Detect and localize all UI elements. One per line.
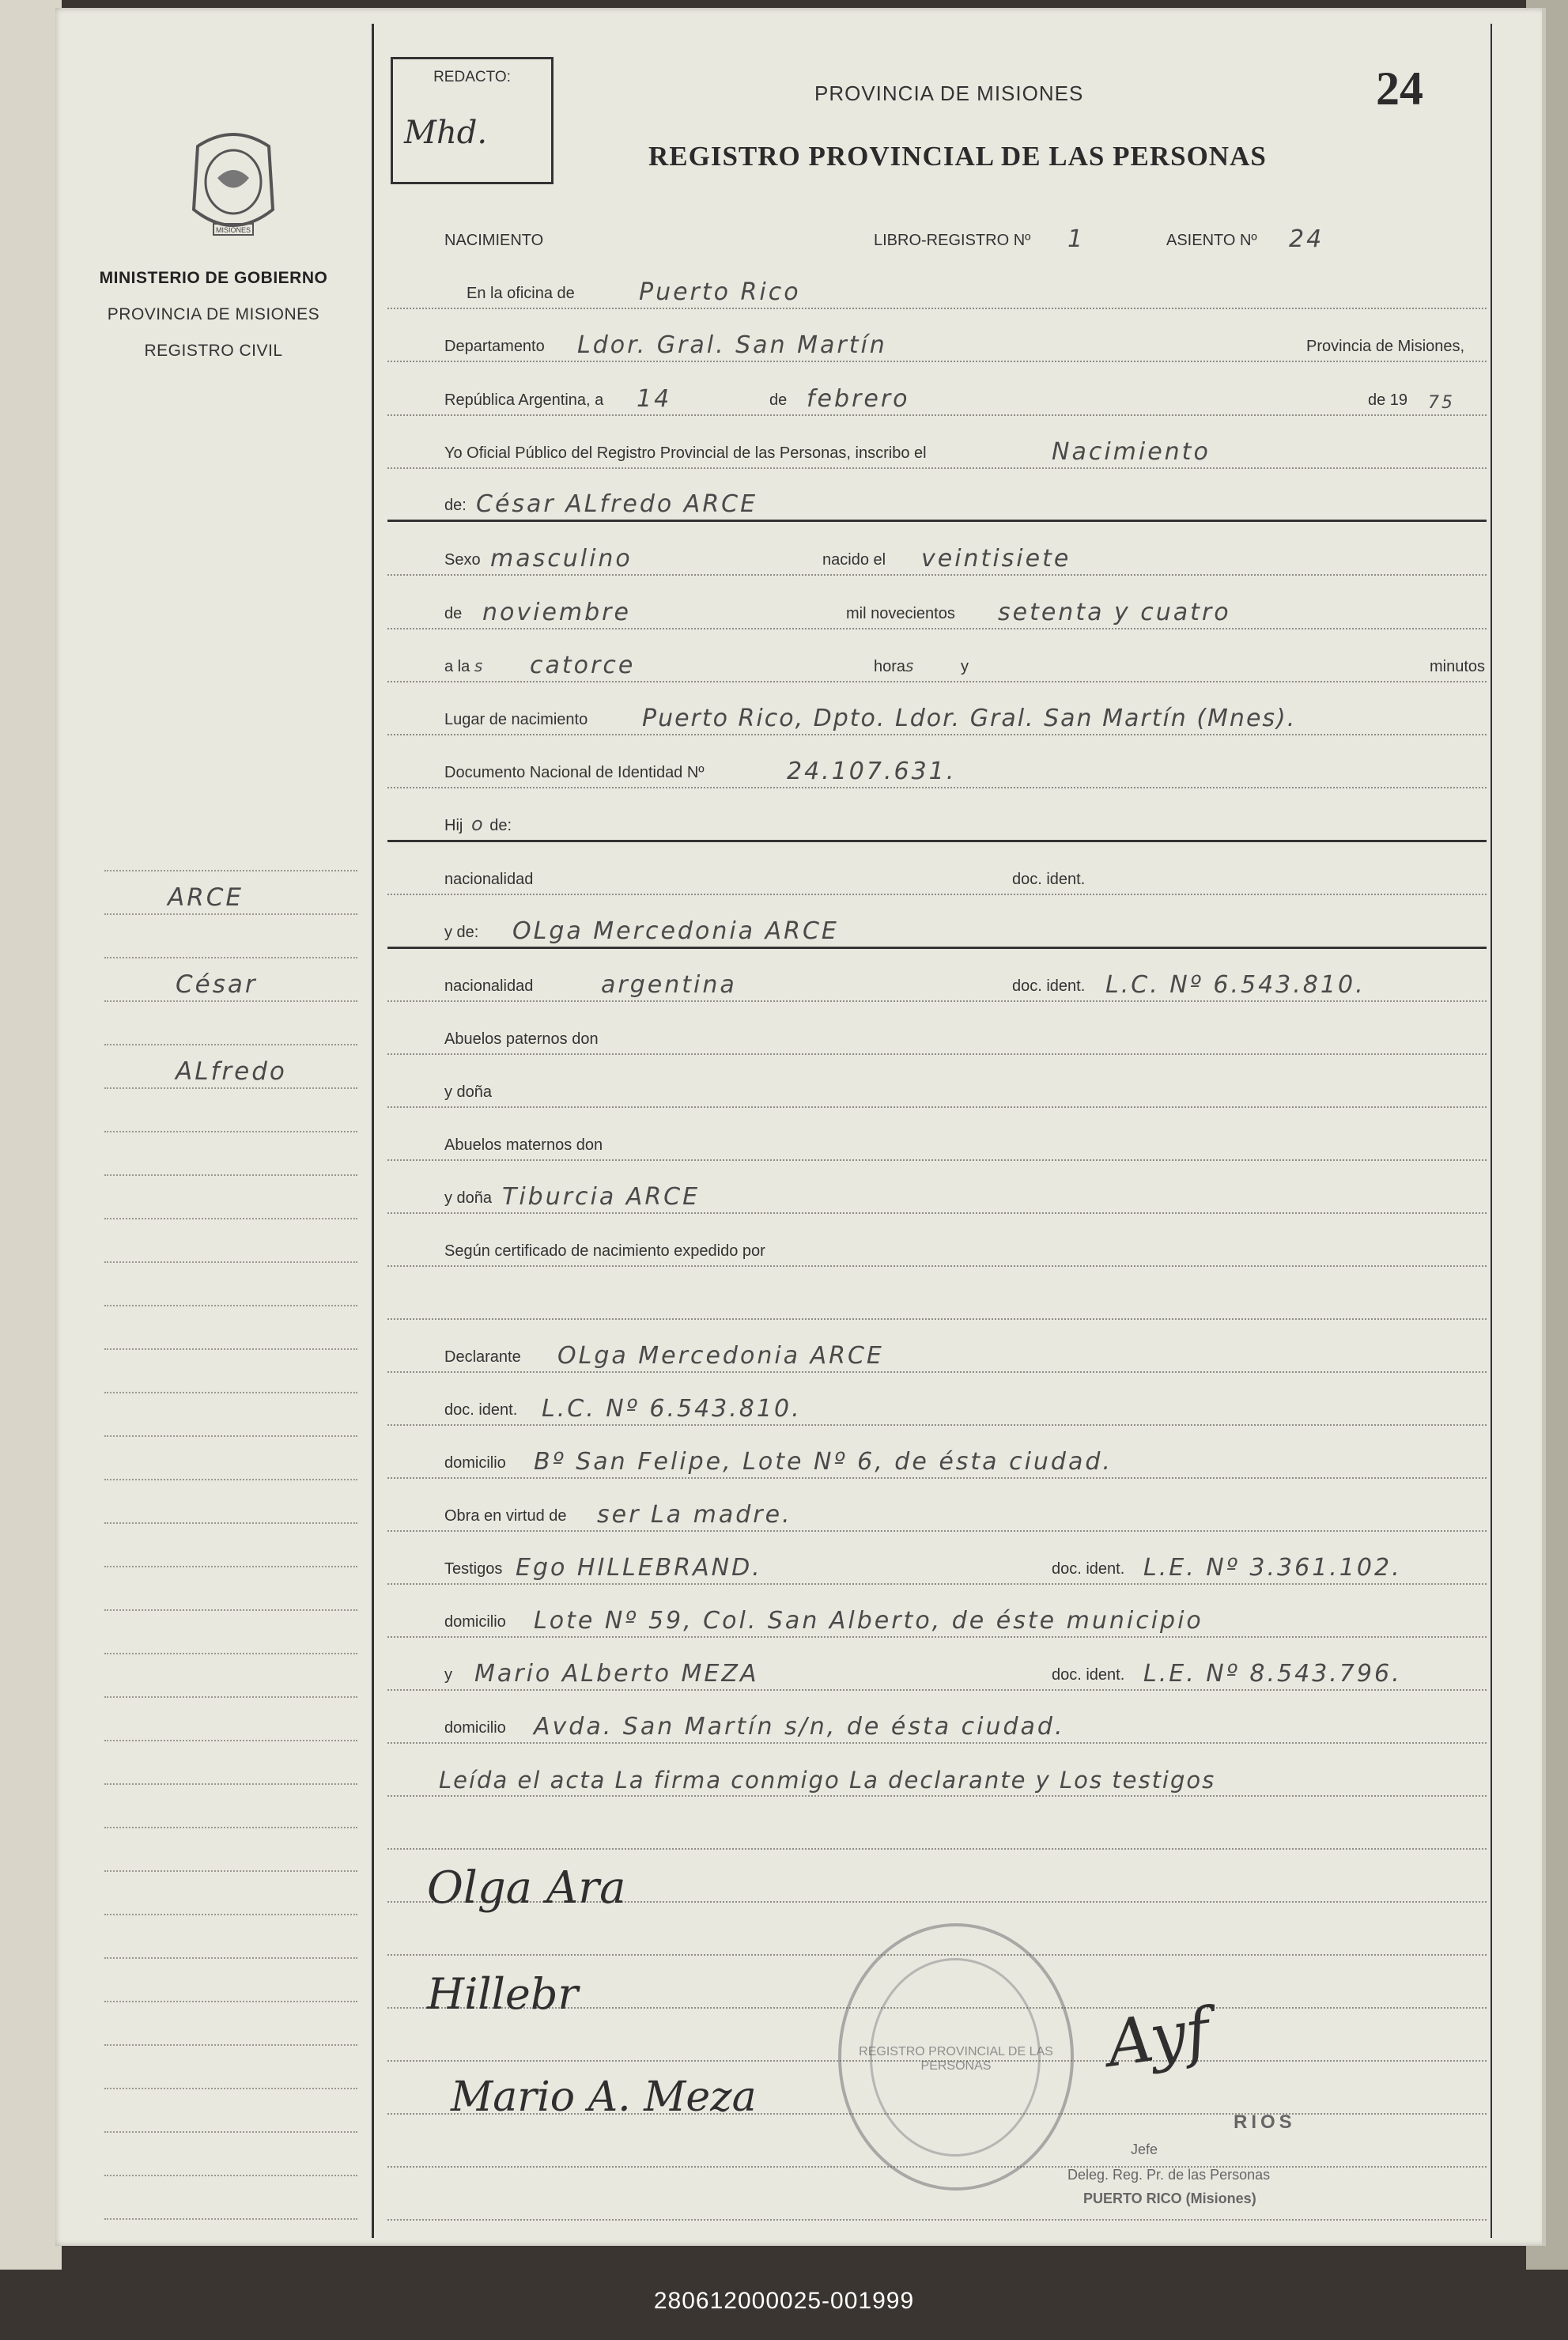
margin-line — [104, 1609, 357, 1611]
mil-label: mil novecientos — [846, 605, 955, 622]
official-seal — [838, 1923, 1074, 2191]
declarante-doc-label: doc. ident. — [444, 1401, 518, 1419]
page-title: REGISTRO PROVINCIAL DE LAS PERSONAS — [648, 141, 1267, 172]
margin-line — [104, 1566, 357, 1567]
row-dni — [387, 752, 1487, 788]
margin-line — [104, 2001, 357, 2002]
dia-value: 14 — [637, 385, 672, 413]
margin-line — [104, 1305, 357, 1306]
testigo1-doc-value: L.E. Nº 3.361.102. — [1143, 1554, 1402, 1582]
margin-line — [104, 2044, 357, 2046]
y-label-hora: y — [961, 658, 969, 675]
row-obra — [387, 1495, 1487, 1532]
row-abuela-materna — [387, 1178, 1487, 1214]
margin-line — [104, 1261, 357, 1263]
margin-line — [104, 1914, 357, 1915]
row-inscribo — [387, 433, 1487, 469]
hora-value: catorce — [530, 652, 636, 679]
obra-value: ser La madre. — [597, 1501, 792, 1529]
testigo2-domicilio-label: domicilio — [444, 1719, 506, 1737]
testigos-label: Testigos — [444, 1560, 503, 1578]
testigo2-doc-value: L.E. Nº 8.543.796. — [1143, 1660, 1402, 1688]
margin-line — [104, 913, 357, 915]
margin-line — [104, 1131, 357, 1132]
row-mes-nac — [387, 593, 1487, 629]
asiento-label: ASIENTO Nº — [1166, 232, 1257, 249]
madre-value: OLga Mercedonia ARCE — [512, 917, 839, 945]
column-divider — [372, 24, 374, 2238]
province-label: PROVINCIA DE MISIONES — [107, 305, 320, 323]
redacto-box — [391, 57, 554, 184]
departamento-value: Ldor. Gral. San Martín — [577, 331, 887, 359]
file-code: 280612000025-001999 — [653, 2288, 915, 2314]
row-abuelos-maternos — [387, 1125, 1487, 1161]
row-cierre — [387, 1760, 1487, 1797]
nacimiento-label: NACIMIENTO — [444, 232, 544, 249]
row-declarante — [387, 1336, 1487, 1373]
margin-line — [104, 1174, 357, 1176]
cierre-value: Leída el acta La firma conmigo La declarante y Los testigos — [439, 1767, 1216, 1794]
row-departamento — [387, 326, 1487, 362]
province-header: PROVINCIA DE MISIONES — [814, 81, 1084, 105]
row-testigo1-domicilio — [387, 1601, 1487, 1638]
declarante-label: Declarante — [444, 1348, 521, 1366]
nacido-label: nacido el — [822, 551, 886, 569]
a-las-label: a la s — [444, 656, 486, 675]
row-nombre — [387, 485, 1487, 522]
official-city: PUERTO RICO (Misiones) — [1083, 2191, 1256, 2206]
row-nacionalidad-padre — [387, 859, 1487, 895]
margin-first-name: César — [176, 970, 258, 999]
dni-label: Documento Nacional de Identidad Nº — [444, 764, 705, 781]
row-nacimiento — [387, 220, 1487, 255]
anio-nac-value: setenta y cuatro — [998, 599, 1231, 626]
de-year-label: de 19 — [1368, 391, 1408, 409]
doc-madre-value: L.C. Nº 6.543.810. — [1105, 971, 1366, 999]
libro-value: 1 — [1067, 225, 1086, 253]
obra-label: Obra en virtud de — [444, 1507, 567, 1525]
departamento-label: Departamento — [444, 338, 545, 355]
declarante-doc-value: L.C. Nº 6.543.810. — [542, 1395, 802, 1423]
margin-line — [104, 1000, 357, 1002]
margin-line — [104, 1653, 357, 1654]
signature-line — [387, 2184, 1487, 2221]
signature-testigo1: Hillebr — [427, 1969, 579, 2019]
testigo1-doc-label: doc. ident. — [1052, 1560, 1125, 1578]
row-abuelos-paternos — [387, 1019, 1487, 1055]
row-certificado — [387, 1230, 1487, 1267]
row-oficina — [387, 273, 1487, 309]
margin-line — [104, 2218, 357, 2220]
acto-value: Nacimiento — [1052, 438, 1211, 466]
abuelos-paternos-label: Abuelos paternos don — [444, 1030, 599, 1048]
testigo2-domicilio-value: Avda. San Martín s/n, de ésta ciudad. — [534, 1713, 1065, 1741]
row-sexo — [387, 539, 1487, 576]
margin-line — [104, 1522, 357, 1524]
provincia-label: Provincia de Misiones, — [1306, 338, 1465, 355]
margin-line — [104, 2175, 357, 2176]
row-fecha — [387, 380, 1487, 416]
margin-line — [104, 1348, 357, 1350]
y-dona-materna-label: y doña — [444, 1189, 493, 1207]
certificado-label: Según certificado de nacimiento expedido por — [444, 1242, 765, 1260]
margin-line — [104, 1479, 357, 1480]
row-testigo2-domicilio — [387, 1707, 1487, 1744]
provincial-seal-icon — [182, 123, 285, 249]
margin-line — [104, 1740, 357, 1741]
margin-line — [104, 1392, 357, 1393]
official-role: Jefe — [1131, 2142, 1158, 2157]
official-seal-text: REGISTRO PROVINCIAL DE LAS PERSONAS — [859, 2045, 1053, 2073]
row-domicilio — [387, 1442, 1487, 1479]
book-left-edge — [0, 0, 62, 2270]
row-nacionalidad-madre — [387, 966, 1487, 1002]
mes-value: febrero — [807, 385, 910, 413]
year-value: 75 — [1428, 393, 1455, 413]
de-label-mes: de — [444, 605, 463, 622]
registry-label: REGISTRO CIVIL — [144, 342, 283, 360]
margin-line — [104, 1218, 357, 1219]
signature-official: Ayf — [1102, 1994, 1215, 2081]
row-hora — [387, 646, 1487, 682]
lugar-value: Puerto Rico, Dpto. Ldor. Gral. San Martín (Mnes). — [642, 705, 1297, 732]
oficina-value: Puerto Rico — [639, 278, 801, 306]
signature-declarante: Olga Ara — [427, 1862, 626, 1914]
svg-text:MISIONES: MISIONES — [215, 226, 251, 234]
nacionalidad-label: nacionalidad — [444, 871, 534, 888]
page-number: 24 — [1376, 62, 1423, 115]
hijo-label: Hij o de: — [444, 813, 512, 835]
republica-label: República Argentina, a — [444, 391, 604, 409]
official-name: RIOS — [1234, 2111, 1296, 2133]
margin-line — [104, 1827, 357, 1828]
margin-line — [104, 957, 357, 958]
left-margin — [55, 8, 372, 2246]
nacionalidad-madre-label: nacionalidad — [444, 977, 534, 995]
margin-middle-name: ALfredo — [176, 1057, 287, 1086]
margin-line — [104, 1435, 357, 1437]
row-declarante-doc — [387, 1389, 1487, 1426]
libro-label: LIBRO-REGISTRO Nº — [874, 232, 1031, 249]
abuelos-maternos-label: Abuelos maternos don — [444, 1136, 603, 1154]
sexo-label: Sexo — [444, 551, 481, 569]
margin-line — [104, 2131, 357, 2133]
y-label-testigo: y — [444, 1666, 452, 1684]
signature-line — [387, 1813, 1487, 1850]
testigo2-doc-label: doc. ident. — [1052, 1666, 1125, 1684]
margin-surname: ARCE — [168, 883, 244, 912]
declarante-value: OLga Mercedonia ARCE — [557, 1342, 884, 1370]
margin-line — [104, 1044, 357, 1045]
signature-testigo2: Mario A. Meza — [451, 2073, 757, 2121]
nacionalidad-madre-value: argentina — [601, 971, 737, 999]
testigo1-domicilio-value: Lote Nº 59, Col. San Alberto, de éste municipio — [534, 1607, 1203, 1635]
page-edge — [1542, 8, 1546, 2246]
minutos-label: minutos — [1430, 658, 1486, 675]
ministry-label: MINISTERIO DE GOBIERNO — [99, 269, 328, 287]
official-office: Deleg. Reg. Pr. de las Personas — [1067, 2167, 1271, 2183]
doc-ident-madre-label: doc. ident. — [1012, 977, 1086, 995]
testigo2-value: Mario ALberto MEZA — [474, 1660, 759, 1688]
row-hijo — [387, 805, 1487, 842]
domicilio-label: domicilio — [444, 1454, 506, 1472]
row-blank — [387, 1283, 1487, 1320]
lugar-label: Lugar de nacimiento — [444, 711, 588, 728]
abuela-materna-value: Tiburcia ARCE — [502, 1183, 701, 1211]
doc-ident-label: doc. ident. — [1012, 871, 1086, 888]
oficial-text: Yo Oficial Público del Registro Provincial de las Personas, inscribo el — [444, 444, 927, 462]
testigo1-domicilio-label: domicilio — [444, 1613, 506, 1631]
de-label: de — [769, 391, 788, 409]
margin-line — [104, 2088, 357, 2089]
mes-nac-value: noviembre — [482, 599, 631, 626]
register-page — [55, 8, 1546, 2246]
nombre-value: César ALfredo ARCE — [476, 490, 758, 518]
row-testigo2 — [387, 1654, 1487, 1691]
y-dona-label: y doña — [444, 1083, 493, 1101]
testigo1-value: Ego HILLEBRAND. — [516, 1554, 762, 1582]
row-abuela-paterna — [387, 1072, 1487, 1108]
oficina-label: En la oficina de — [467, 285, 575, 302]
margin-line — [104, 1957, 357, 1959]
asiento-value: 24 — [1289, 225, 1324, 253]
margin-line — [104, 1870, 357, 1872]
redacto-initials: Mhd. — [404, 115, 488, 151]
redacto-label: REDACTO: — [433, 69, 511, 85]
y-de-label: y de: — [444, 924, 479, 941]
dni-value: 24.107.631. — [787, 758, 957, 785]
margin-line — [104, 1696, 357, 1698]
de-label-nombre: de: — [444, 497, 467, 514]
margin-line — [104, 870, 357, 871]
row-testigo1 — [387, 1548, 1487, 1585]
sexo-value: masculino — [490, 545, 633, 573]
horas-label: horas — [874, 656, 916, 675]
right-border — [1491, 24, 1492, 2238]
margin-line — [104, 1783, 357, 1785]
row-lugar — [387, 699, 1487, 735]
dia-nac-value: veintisiete — [921, 545, 1071, 573]
margin-line — [104, 1087, 357, 1089]
domicilio-value: Bº San Felipe, Lote Nº 6, de ésta ciudad. — [534, 1448, 1113, 1476]
row-madre — [387, 912, 1487, 949]
